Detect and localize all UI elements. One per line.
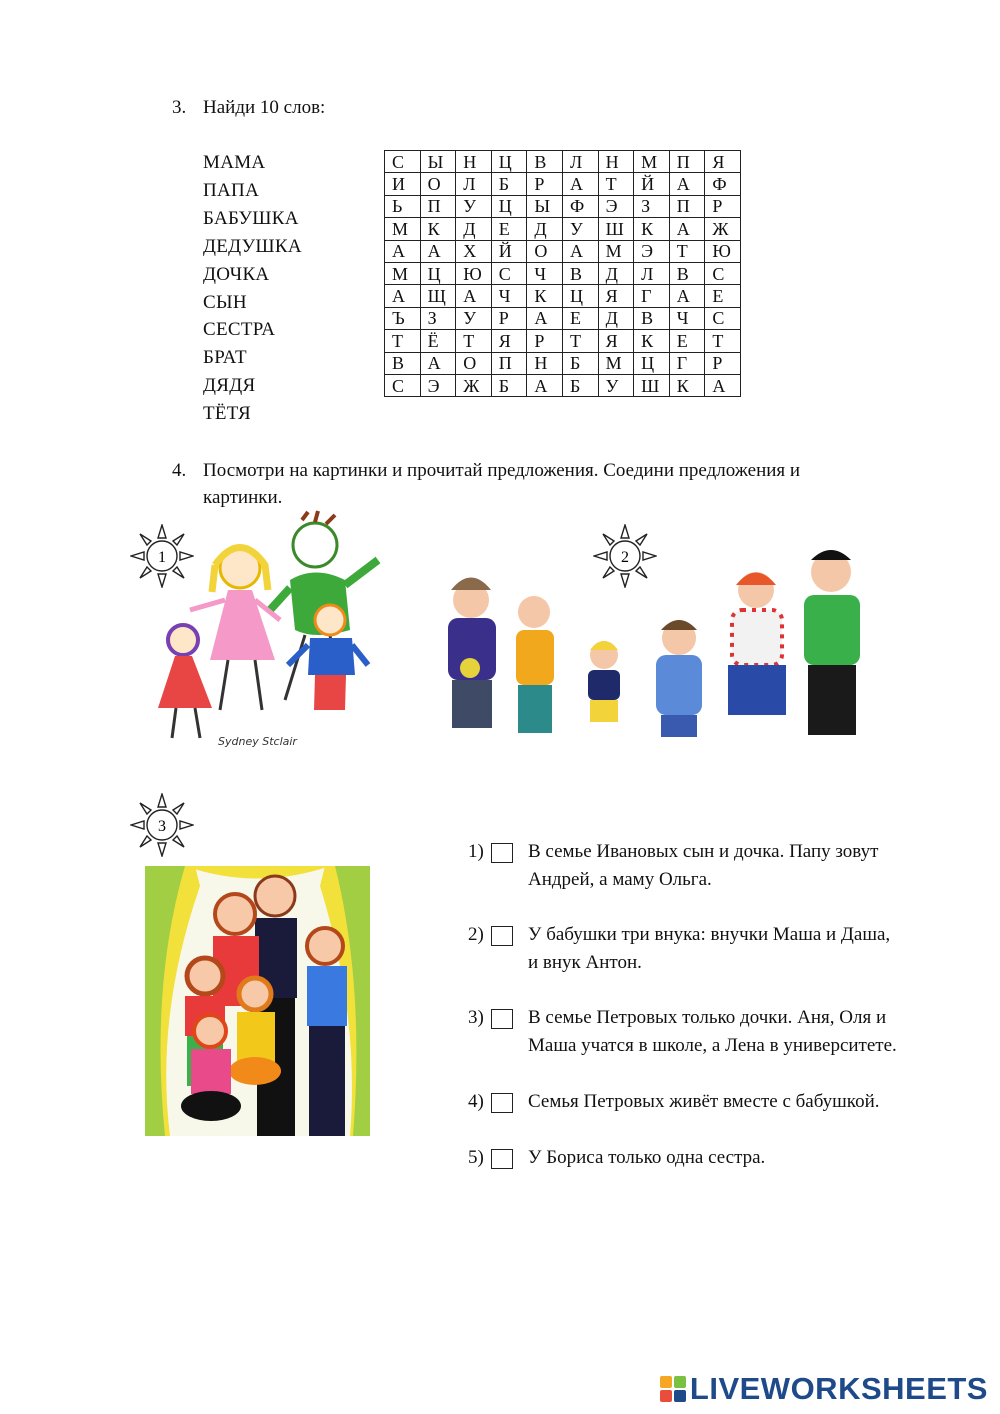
grid-cell[interactable]: Я xyxy=(598,285,634,307)
grid-cell[interactable]: У xyxy=(456,307,492,329)
grid-cell[interactable]: Ё xyxy=(420,330,456,352)
grid-row xyxy=(385,240,741,262)
family-picture-3 xyxy=(145,866,370,1136)
grid-cell[interactable]: А xyxy=(669,218,705,240)
grid-row xyxy=(385,285,741,307)
grid-cell[interactable]: Ц xyxy=(420,262,456,284)
grid-cell[interactable]: М xyxy=(598,352,634,374)
grid-cell[interactable]: Д xyxy=(527,218,563,240)
grid-cell[interactable]: Ш xyxy=(634,374,670,396)
sentence-number-4: 4) xyxy=(468,1091,484,1112)
grid-cell[interactable]: А xyxy=(385,285,421,307)
grid-cell[interactable]: В xyxy=(562,262,598,284)
grid-row xyxy=(385,173,741,195)
picture-signature: Sydney Stclair xyxy=(218,735,297,748)
word-item: ДОЧКА xyxy=(203,263,270,285)
sentence-1-line2: Андрей, а маму Ольга. xyxy=(528,869,712,890)
grid-cell[interactable]: Л xyxy=(634,262,670,284)
grid-cell[interactable]: Б xyxy=(491,374,527,396)
grid-cell[interactable]: Ц xyxy=(634,352,670,374)
liveworksheets-logo[interactable] xyxy=(660,1371,988,1407)
grid-cell[interactable]: К xyxy=(669,374,705,396)
grid-cell[interactable]: Х xyxy=(456,240,492,262)
grid-cell[interactable]: О xyxy=(527,240,563,262)
grid-cell[interactable]: Т xyxy=(385,330,421,352)
sentence-2-line2: и внук Антон. xyxy=(528,952,642,973)
liveworksheets-logo-text: LIVEWORKSHEETS xyxy=(689,1371,988,1406)
match-checkbox-2[interactable] xyxy=(491,926,513,946)
grid-cell[interactable]: А xyxy=(705,374,741,396)
grid-cell[interactable]: Ц xyxy=(491,151,527,173)
grid-row xyxy=(385,262,741,284)
picture-badge-3 xyxy=(130,793,194,857)
grid-cell[interactable]: Е xyxy=(669,330,705,352)
word-item: ДЕДУШКА xyxy=(203,235,302,257)
grid-cell[interactable]: И xyxy=(385,173,421,195)
grid-cell[interactable]: Э xyxy=(598,195,634,217)
word-list xyxy=(203,149,302,428)
liveworksheets-logo-icon xyxy=(660,1376,686,1402)
grid-cell[interactable]: Ч xyxy=(669,307,705,329)
grid-cell[interactable]: С xyxy=(385,374,421,396)
sun-icon xyxy=(130,793,194,857)
grid-cell[interactable]: П xyxy=(420,195,456,217)
grid-cell[interactable]: Ч xyxy=(491,285,527,307)
grid-cell[interactable]: К xyxy=(420,218,456,240)
word-item: МАМА xyxy=(203,152,266,173)
grid-cell[interactable]: Н xyxy=(598,151,634,173)
grid-cell[interactable]: Ъ xyxy=(385,307,421,329)
grid-cell[interactable]: А xyxy=(456,285,492,307)
grid-cell[interactable]: М xyxy=(634,151,670,173)
grid-cell[interactable]: Ц xyxy=(491,195,527,217)
word-item: ДЯДЯ xyxy=(203,375,256,397)
sentence-number-3: 3) xyxy=(468,1007,484,1028)
grid-cell[interactable]: Р xyxy=(527,173,563,195)
grid-cell[interactable]: Ф xyxy=(705,173,741,195)
grid-cell[interactable]: А xyxy=(562,240,598,262)
grid-cell[interactable]: Е xyxy=(705,285,741,307)
grid-cell[interactable]: Ж xyxy=(705,218,741,240)
grid-cell[interactable]: Г xyxy=(669,352,705,374)
grid-cell[interactable]: Ь xyxy=(385,195,421,217)
grid-cell[interactable]: П xyxy=(669,195,705,217)
grid-cell[interactable]: Р xyxy=(527,330,563,352)
grid-cell[interactable]: Г xyxy=(634,285,670,307)
word-item: ТЁТЯ xyxy=(203,403,251,425)
grid-cell[interactable]: А xyxy=(420,352,456,374)
grid-cell[interactable]: Е xyxy=(491,218,527,240)
grid-cell[interactable]: Р xyxy=(705,352,741,374)
grid-cell[interactable]: Р xyxy=(705,195,741,217)
grid-cell[interactable]: О xyxy=(456,352,492,374)
grid-cell[interactable]: Я xyxy=(491,330,527,352)
grid-cell[interactable]: С xyxy=(385,151,421,173)
grid-row xyxy=(385,330,741,352)
grid-cell[interactable]: В xyxy=(527,151,563,173)
sentence-number-5: 5) xyxy=(468,1147,484,1168)
grid-cell[interactable]: С xyxy=(491,262,527,284)
grid-cell[interactable]: А xyxy=(562,173,598,195)
word-item: СЕСТРА xyxy=(203,319,276,341)
grid-row xyxy=(385,352,741,374)
grid-cell[interactable]: З xyxy=(634,195,670,217)
grid-cell[interactable]: А xyxy=(385,240,421,262)
grid-row xyxy=(385,307,741,329)
grid-cell[interactable]: К xyxy=(527,285,563,307)
grid-cell[interactable]: Л xyxy=(456,173,492,195)
grid-cell[interactable]: А xyxy=(420,240,456,262)
grid-cell[interactable]: Р xyxy=(491,307,527,329)
match-checkbox-4[interactable] xyxy=(491,1093,513,1113)
grid-cell[interactable]: Ф xyxy=(562,195,598,217)
match-checkbox-3[interactable] xyxy=(491,1009,513,1029)
grid-cell[interactable]: Т xyxy=(598,173,634,195)
grid-cell[interactable]: Э xyxy=(634,240,670,262)
grid-cell[interactable]: П xyxy=(491,352,527,374)
grid-cell[interactable]: Т xyxy=(456,330,492,352)
grid-cell[interactable]: Щ xyxy=(420,285,456,307)
grid-cell[interactable]: Ы xyxy=(527,195,563,217)
sentence-number-2: 2) xyxy=(468,924,484,945)
grid-cell[interactable]: П xyxy=(669,151,705,173)
grid-cell[interactable]: Й xyxy=(491,240,527,262)
grid-cell[interactable]: Н xyxy=(456,151,492,173)
grid-cell[interactable]: К xyxy=(634,330,670,352)
grid-cell[interactable]: К xyxy=(634,218,670,240)
grid-cell[interactable]: Я xyxy=(598,330,634,352)
grid-row xyxy=(385,374,741,396)
grid-cell[interactable]: Ц xyxy=(562,285,598,307)
task3-number: 3. xyxy=(172,97,187,118)
word-item: БРАТ xyxy=(203,347,247,369)
sentence-4-line1: Семья Петровых живёт вместе с бабушкой. xyxy=(528,1091,880,1112)
grid-cell[interactable]: Б xyxy=(562,352,598,374)
word-item: ПАПА xyxy=(203,179,260,201)
grid-cell[interactable]: Д xyxy=(598,307,634,329)
word-item: БАБУШКА xyxy=(203,207,299,229)
picture-badge-label: 3 xyxy=(158,818,166,835)
grid-cell[interactable]: В xyxy=(669,262,705,284)
grid-cell[interactable]: Ж xyxy=(456,374,492,396)
grid-row xyxy=(385,195,741,217)
grid-cell[interactable]: Л xyxy=(562,151,598,173)
grid-cell[interactable]: А xyxy=(669,285,705,307)
grid-cell[interactable]: Т xyxy=(705,330,741,352)
sentence-2-line1: У бабушки три внука: внучки Маша и Даша, xyxy=(528,924,891,945)
grid-cell[interactable]: М xyxy=(598,240,634,262)
task4-instruction-line2: картинки. xyxy=(203,487,283,508)
grid-cell[interactable]: З xyxy=(420,307,456,329)
grid-cell[interactable]: О xyxy=(420,173,456,195)
picture-badge-label: 1 xyxy=(158,549,166,566)
grid-cell[interactable]: Й xyxy=(634,173,670,195)
grid-cell[interactable]: С xyxy=(705,262,741,284)
grid-cell[interactable]: Н xyxy=(527,352,563,374)
grid-cell[interactable]: У xyxy=(598,374,634,396)
grid-cell[interactable]: Т xyxy=(669,240,705,262)
match-checkbox-1[interactable] xyxy=(491,843,513,863)
grid-cell[interactable]: А xyxy=(669,173,705,195)
grid-cell[interactable]: Ы xyxy=(420,151,456,173)
family-picture-2 xyxy=(436,540,864,750)
word-search-grid xyxy=(384,150,741,397)
grid-cell[interactable]: Ю xyxy=(705,240,741,262)
grid-cell[interactable]: Т xyxy=(562,330,598,352)
word-item: СЫН xyxy=(203,291,247,313)
grid-cell[interactable]: Ю xyxy=(456,262,492,284)
grid-cell[interactable]: У xyxy=(456,195,492,217)
sentence-1-line1: В семье Ивановых сын и дочка. Папу зовут xyxy=(528,841,879,862)
grid-cell[interactable]: А xyxy=(527,307,563,329)
sentence-5-line1: У Бориса только одна сестра. xyxy=(528,1147,766,1168)
grid-cell[interactable]: В xyxy=(634,307,670,329)
grid-cell[interactable]: Д xyxy=(456,218,492,240)
grid-cell[interactable]: У xyxy=(562,218,598,240)
picture-badge-label: 2 xyxy=(621,549,629,566)
match-checkbox-5[interactable] xyxy=(491,1149,513,1169)
sentence-3-line2: Маша учатся в школе, а Лена в университете. xyxy=(528,1035,897,1056)
task3-title: Найди 10 слов: xyxy=(203,97,326,118)
grid-cell[interactable]: Б xyxy=(562,374,598,396)
grid-cell[interactable]: Ш xyxy=(598,218,634,240)
sentence-3-line1: В семье Петровых только дочки. Аня, Оля и xyxy=(528,1007,887,1028)
grid-cell[interactable]: Э xyxy=(420,374,456,396)
task4-instruction-line1: Посмотри на картинки и прочитай предложения. Соедини предложения и xyxy=(203,460,801,481)
task4-number: 4. xyxy=(172,460,187,481)
grid-row xyxy=(385,218,741,240)
family-picture-1 xyxy=(140,510,390,750)
grid-cell[interactable]: Ч xyxy=(527,262,563,284)
grid-cell[interactable]: Д xyxy=(598,262,634,284)
grid-cell[interactable]: А xyxy=(527,374,563,396)
grid-row xyxy=(385,151,741,173)
grid-cell[interactable]: Б xyxy=(491,173,527,195)
grid-cell[interactable]: Я xyxy=(705,151,741,173)
grid-cell[interactable]: М xyxy=(385,262,421,284)
grid-cell[interactable]: Е xyxy=(562,307,598,329)
sentence-number-1: 1) xyxy=(468,841,484,862)
grid-cell[interactable]: В xyxy=(385,352,421,374)
grid-cell[interactable]: М xyxy=(385,218,421,240)
grid-cell[interactable]: С xyxy=(705,307,741,329)
